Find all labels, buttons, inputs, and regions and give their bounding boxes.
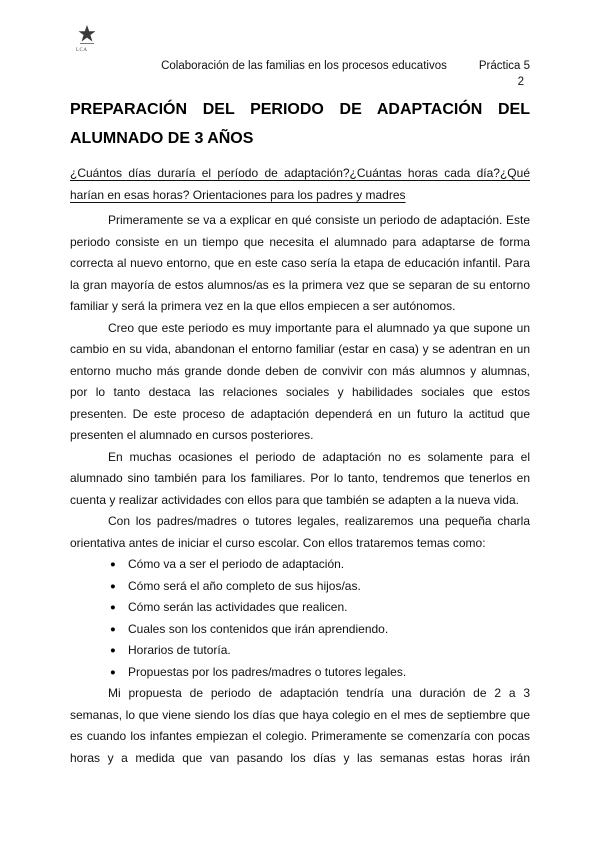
list-item: ● Horarios de tutoría. bbox=[70, 640, 530, 662]
document-title bbox=[70, 95, 530, 153]
paragraph-propuesta: Mi propuesta de periodo de adaptación tendría una duración de 2 a 3 semanas, lo que viene siendo los días que haya colegio en el mes de septiembre que es cuando los infantes empiezan el colegio. Primeramente se comenzaría con pocas horas y a medida que van pasando los días y las semanas estas horas irán bbox=[70, 686, 530, 765]
section-heading: ¿Cuántos días duraría el período de adaptación?¿Cuántas horas cada día?¿Qué harían en esas horas? Orientaciones para los padres y madres bbox=[70, 166, 530, 202]
document-title-line1: PREPARACIÓN DEL PERIODO DE ADAPTACIÓN DEL bbox=[70, 101, 530, 118]
list-item: ● Cómo va a ser el periodo de adaptación. bbox=[70, 554, 530, 576]
paragraph-charla: Con los padres/madres o tutores legales, realizaremos una pequeña charla orientativa antes de iniciar el curso escolar. Con ellos trataremos temas como: bbox=[70, 514, 530, 550]
header-practice-label: Práctica 5 bbox=[478, 60, 530, 72]
running-header bbox=[70, 58, 530, 74]
logo-caption: LCA bbox=[76, 48, 88, 53]
document-title-line2: ALUMNADO DE 3 AÑOS bbox=[70, 130, 254, 147]
paragraph-intro: Primeramente se va a explicar en qué consiste un periodo de adaptación. Este periodo consiste en un tiempo que necesita el alumnado para adaptarse de forma correcta al nuevo entorno, que en este caso sería la etapa de educación infantil. Para la gran mayoría de estos alumnos/as es la primera vez que se separan de su entorno familiar y será la primera vez en la que ellos empiecen a ser autónomos. bbox=[70, 213, 530, 313]
paragraph-families: En muchas ocasiones el periodo de adaptación no es solamente para el alumnado sino también para los familiares. Por lo tanto, tendremos que tenerlos en cuenta y realizar actividades con ellos para que también se adapten a la nueva vida. bbox=[70, 449, 530, 507]
header-course-title: Colaboración de las familias en los procesos educativos bbox=[161, 60, 447, 72]
list-item: ● Cuales son los contenidos que irán aprendiendo. bbox=[70, 619, 530, 641]
list-item: ● Cómo serán las actividades que realicen. bbox=[70, 597, 530, 619]
university-logo bbox=[70, 24, 530, 58]
university-crest-icon bbox=[76, 24, 98, 48]
list-item: ● Cómo será el año completo de sus hijos/as. bbox=[70, 576, 530, 598]
paragraph-importance: Creo que este periodo es muy importante para el alumnado ya que supone un cambio en su vida, abandonan el entorno familiar (estar en casa) y se adentran en un entorno mucho más grande donde deben de convivir con más alumnos y alumnas, por lo tanto destaca las relaciones sociales y habilidades sociales que estos presenten. De este proceso de adaptación dependerá en un futuro la actitud que presenten el alumnado en cursos posteriores. bbox=[70, 320, 530, 442]
bullet-list bbox=[70, 554, 530, 683]
list-item: ● Propuestas por los padres/madres o tutores legales. bbox=[70, 662, 530, 684]
page-number: 2 bbox=[517, 76, 524, 88]
